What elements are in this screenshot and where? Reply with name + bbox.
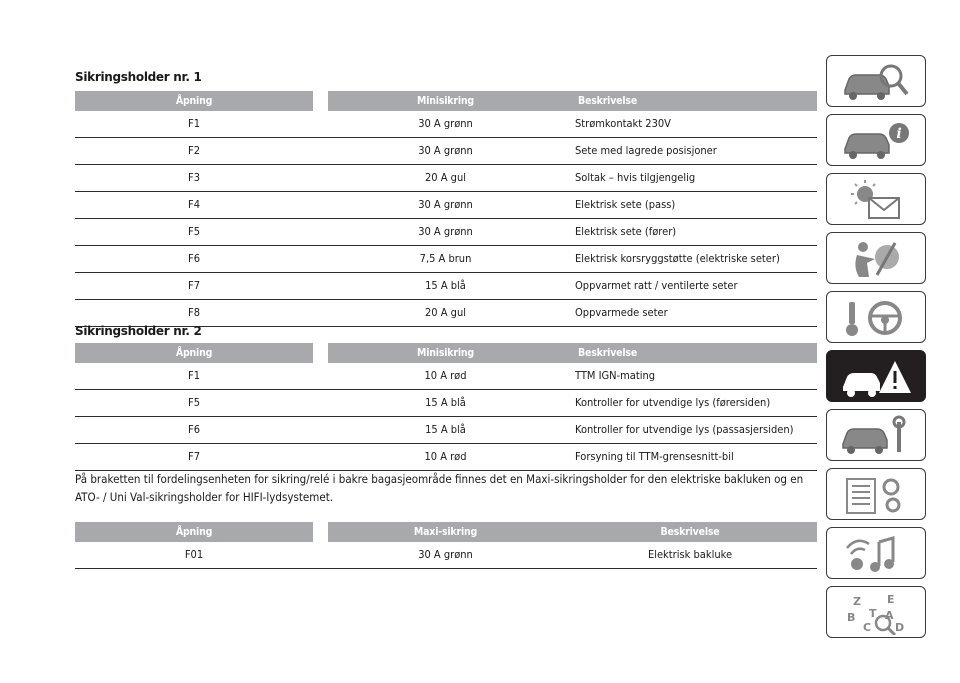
fuse-table-3: [75, 522, 817, 569]
cell-opening: F7: [188, 450, 200, 463]
table-row: [75, 390, 817, 417]
chapter-tab-info[interactable]: [826, 114, 926, 166]
warning-light-message-icon: [839, 178, 915, 222]
cell-fuse: 20 A gul: [425, 171, 466, 184]
cell-fuse: 10 A rød: [424, 369, 467, 382]
cell-description: Elektrisk bakluke: [647, 548, 733, 561]
table-header: [75, 522, 817, 542]
cell-description: Elektrisk sete (fører): [575, 225, 677, 238]
emergency-car-icon: [839, 355, 915, 399]
chapter-tab-technical[interactable]: [826, 468, 926, 520]
body-paragraph: På braketten til fordelingsenheten for sikring/relé i bakre bagasjeområde finnes det en Maxi-sikringsholder for den elektriske bakluken og en ATO- / Uni Val-sikringsholder for HIFI-lydsystemet.: [75, 472, 804, 504]
column-header-description: Beskrivelse: [563, 91, 817, 111]
table-row: [75, 219, 817, 246]
svg-text:B: B: [847, 611, 856, 624]
cell-fuse: 15 A blå: [425, 423, 466, 436]
cell-opening: F4: [188, 198, 200, 211]
column-header-opening: Åpning: [75, 343, 313, 363]
cell-fuse: 7,5 A brun: [419, 252, 472, 265]
table-row: [75, 417, 817, 444]
chapter-tab-dashboard[interactable]: [826, 55, 926, 107]
cell-opening: F01: [184, 548, 204, 561]
cell-description: Sete med lagrede posisjoner: [575, 144, 717, 157]
cell-opening: F1: [188, 117, 200, 130]
chapter-tab-warnings[interactable]: [826, 173, 926, 225]
cell-description: Oppvarmede seter: [575, 306, 668, 319]
svg-text:C: C: [863, 621, 872, 634]
cell-fuse: 30 A grønn: [418, 117, 473, 130]
svg-text:D: D: [895, 621, 905, 634]
cell-opening: F5: [188, 396, 200, 409]
cell-opening: F6: [188, 423, 200, 436]
fuse-table-2: [75, 343, 817, 471]
svg-text:i: i: [896, 126, 902, 142]
table-row: [75, 300, 817, 327]
steering-wheel-starting-icon: [839, 296, 915, 340]
chapter-tab-starting[interactable]: [826, 291, 926, 343]
svg-text:E: E: [887, 593, 895, 606]
index-icon: [839, 591, 915, 635]
cell-opening: F7: [188, 279, 200, 292]
table-header: [75, 91, 817, 111]
cell-description: Strømkontakt 230V: [575, 117, 671, 130]
cell-description: Soltak – hvis tilgjengelig: [575, 171, 696, 184]
cell-description: TTM IGN-mating: [575, 369, 656, 382]
cell-description: Kontroller for utvendige lys (førersiden): [575, 396, 771, 409]
cell-fuse: 30 A grønn: [418, 225, 473, 238]
car-info-icon: [839, 119, 915, 163]
table-row: [75, 138, 817, 165]
cell-fuse: 15 A blå: [425, 396, 466, 409]
cell-description: Oppvarmet ratt / ventilerte seter: [575, 279, 738, 292]
cell-description: Elektrisk korsryggstøtte (elektriske seter): [575, 252, 780, 265]
chapter-tab-maintenance[interactable]: [826, 409, 926, 461]
cell-opening: F5: [188, 225, 200, 238]
cell-opening: F3: [188, 171, 200, 184]
cell-opening: F6: [188, 252, 200, 265]
column-header-fuse: Maxi-sikring: [328, 522, 563, 542]
cell-description: Kontroller for utvendige lys (passasjersiden): [575, 423, 794, 436]
table-row: [75, 111, 817, 138]
cell-fuse: 30 A grønn: [418, 548, 473, 561]
cell-opening: F1: [188, 369, 200, 382]
table-row: [75, 165, 817, 192]
cell-fuse: 30 A grønn: [418, 144, 473, 157]
cell-fuse: 15 A blå: [425, 279, 466, 292]
table-row: [75, 273, 817, 300]
cell-opening: F8: [188, 306, 200, 319]
section-heading-2: Sikringsholder nr. 2: [75, 324, 202, 338]
svg-text:Z: Z: [853, 595, 861, 608]
table-row: [75, 192, 817, 219]
table-row: [75, 363, 817, 390]
column-header-opening: Åpning: [75, 91, 313, 111]
column-header-fuse: Minisikring: [328, 91, 563, 111]
chapter-tab-multimedia[interactable]: [826, 527, 926, 579]
cell-opening: F2: [188, 144, 200, 157]
chapter-tab-index[interactable]: [826, 586, 926, 638]
chapter-tab-emergency[interactable]: [826, 350, 926, 402]
cell-fuse: 30 A grønn: [418, 198, 473, 211]
table-row: [75, 246, 817, 273]
column-header-description: Beskrivelse: [563, 343, 817, 363]
car-maintenance-icon: [839, 414, 915, 458]
svg-text:A: A: [885, 609, 894, 622]
chapter-tab-safety[interactable]: [826, 232, 926, 284]
airbag-safety-icon: [839, 237, 915, 281]
table-row: [75, 444, 817, 471]
column-header-opening: Åpning: [75, 522, 313, 542]
cell-description: Elektrisk sete (pass): [575, 198, 676, 211]
table-row: [75, 542, 817, 569]
multimedia-icon: [839, 532, 915, 576]
cell-description: Forsyning til TTM-grensesnitt-bil: [575, 450, 734, 463]
cell-fuse: 20 A gul: [425, 306, 466, 319]
svg-text:T: T: [869, 607, 877, 620]
fuse-table-1: [75, 91, 817, 327]
table-header: [75, 343, 817, 363]
cell-fuse: 10 A rød: [424, 450, 467, 463]
column-header-fuse: Minisikring: [328, 343, 563, 363]
technical-data-icon: [839, 473, 915, 517]
section-heading-1: Sikringsholder nr. 1: [75, 70, 202, 84]
column-header-description: Beskrivelse: [563, 522, 817, 542]
car-dashboard-icon: [839, 60, 915, 104]
